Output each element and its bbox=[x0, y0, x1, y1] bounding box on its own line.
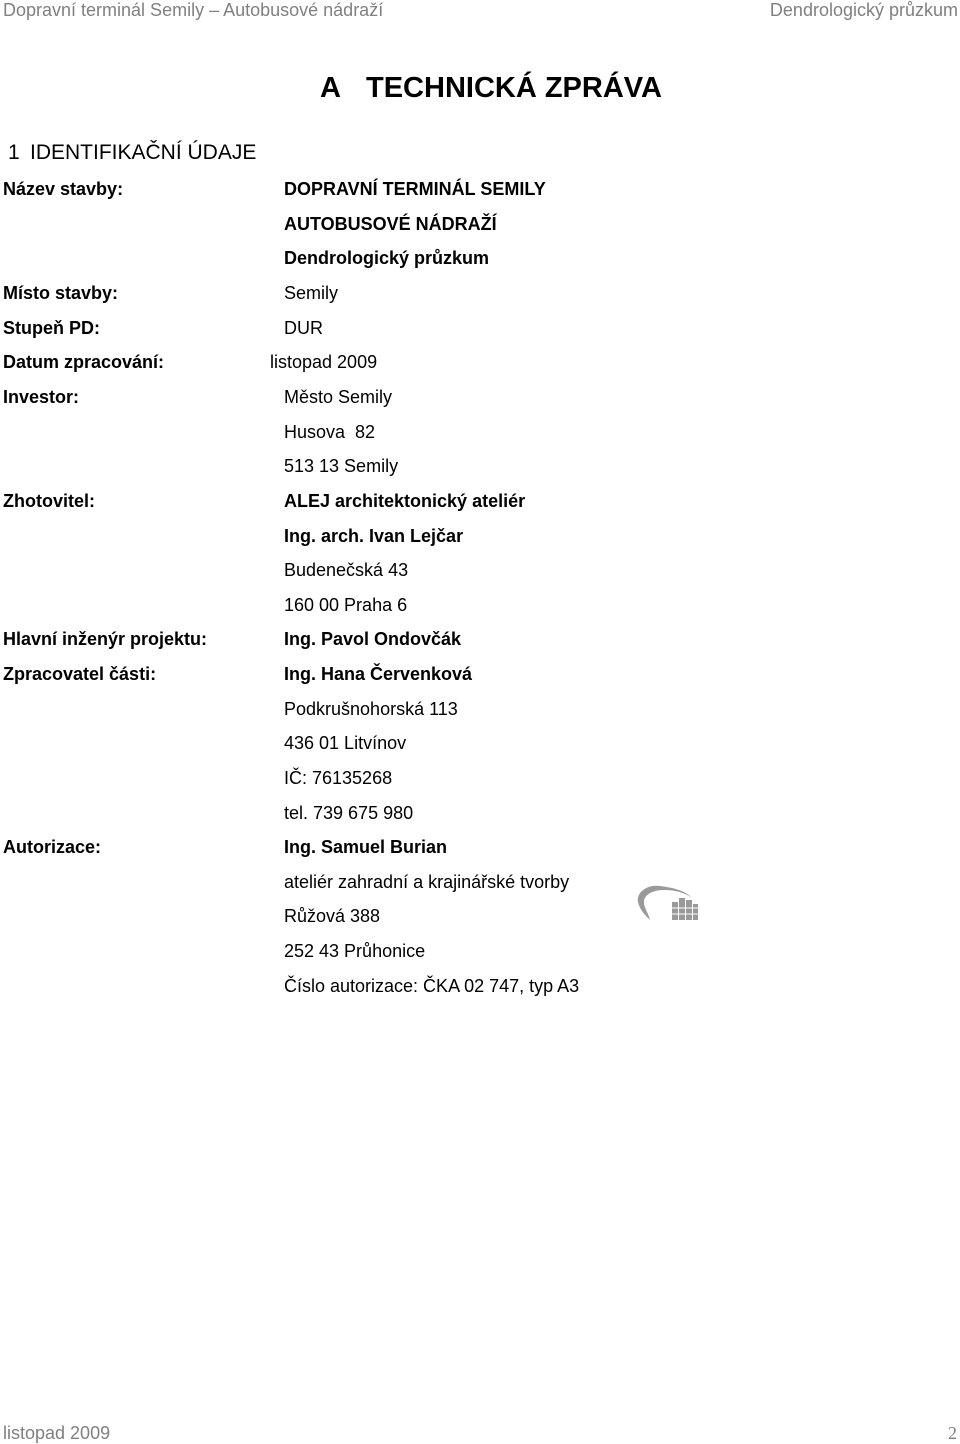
value-autorizace-1: Ing. Samuel Burian bbox=[284, 837, 448, 857]
row-stupen-pd bbox=[0, 317, 960, 343]
value-autorizace-2: ateliér zahradní a krajinářské tvorby bbox=[284, 872, 570, 892]
value-nazev-1: DOPRAVNÍ TERMINÁL SEMILY bbox=[284, 179, 546, 199]
value-zpracovatel-1: Ing. Hana Červenková bbox=[284, 664, 473, 684]
value-zpracovatel-3: 436 01 Litvínov bbox=[284, 733, 407, 753]
value-zpracovatel-4: IČ: 76135268 bbox=[284, 768, 393, 788]
document-title bbox=[320, 70, 662, 106]
authorization-logo-icon bbox=[634, 880, 700, 924]
value-investor-2: Husova 82 bbox=[284, 422, 376, 442]
footer-page-number: 2 bbox=[948, 1423, 957, 1443]
row-investor bbox=[0, 386, 960, 412]
value-zhotovitel-3: Budenečská 43 bbox=[284, 560, 409, 580]
value-autorizace-4: 252 43 Průhonice bbox=[284, 941, 426, 961]
title-text: TECHNICKÁ ZPRÁVA bbox=[366, 72, 662, 104]
title-letter: A bbox=[320, 72, 341, 104]
row-zpracovatel-5 bbox=[0, 802, 960, 828]
section-title: IDENTIFIKAČNÍ ÚDAJE bbox=[30, 141, 257, 164]
value-hlavni-inzenyr: Ing. Pavol Ondovčák bbox=[284, 629, 462, 649]
label-stupen-pd: Stupeň PD: bbox=[3, 318, 100, 338]
row-nazev-3 bbox=[0, 247, 960, 273]
value-datum: listopad 2009 bbox=[270, 352, 378, 372]
row-zpracovatel-4 bbox=[0, 767, 960, 793]
label-hlavni-inzenyr: Hlavní inženýr projektu: bbox=[3, 629, 208, 649]
footer-date: listopad 2009 bbox=[3, 1423, 111, 1443]
label-investor: Investor: bbox=[3, 387, 80, 407]
row-nazev-stavby bbox=[0, 178, 960, 204]
row-autorizace-4 bbox=[0, 940, 960, 966]
row-investor-2 bbox=[0, 421, 960, 447]
row-datum bbox=[0, 351, 960, 377]
value-autorizace-3: Růžová 388 bbox=[284, 906, 381, 926]
label-nazev-stavby: Název stavby: bbox=[3, 179, 124, 199]
row-zhotovitel bbox=[0, 490, 960, 516]
header-project-name: Dopravní terminál Semily – Autobusové nádraží bbox=[3, 0, 384, 20]
value-zpracovatel-2: Podkrušnohorská 113 bbox=[284, 699, 458, 719]
row-zhotovitel-3 bbox=[0, 559, 960, 585]
value-zhotovitel-1: ALEJ architektonický ateliér bbox=[284, 491, 526, 511]
header-document-name: Dendrologický průzkum bbox=[769, 0, 958, 20]
row-zpracovatel bbox=[0, 663, 960, 689]
label-zpracovatel: Zpracovatel části: bbox=[3, 664, 157, 684]
row-zhotovitel-2 bbox=[0, 525, 960, 551]
value-stupen: DUR bbox=[284, 318, 323, 338]
value-autorizace-5: Číslo autorizace: ČKA 02 747, typ A3 bbox=[284, 976, 580, 996]
section-heading bbox=[8, 140, 256, 166]
row-investor-3 bbox=[0, 455, 960, 481]
label-datum: Datum zpracování: bbox=[3, 352, 165, 372]
row-autorizace-2 bbox=[0, 871, 960, 897]
row-autorizace-3 bbox=[0, 905, 960, 931]
row-autorizace-5 bbox=[0, 975, 960, 1001]
value-investor-3: 513 13 Semily bbox=[284, 456, 399, 476]
row-misto-stavby bbox=[0, 282, 960, 308]
value-misto: Semily bbox=[284, 283, 339, 303]
value-investor-1: Město Semily bbox=[284, 387, 393, 407]
row-zpracovatel-3 bbox=[0, 732, 960, 758]
row-zpracovatel-2 bbox=[0, 698, 960, 724]
row-nazev-2 bbox=[0, 213, 960, 239]
label-zhotovitel: Zhotovitel: bbox=[3, 491, 95, 511]
label-misto-stavby: Místo stavby: bbox=[3, 283, 119, 303]
value-nazev-2: AUTOBUSOVÉ NÁDRAŽÍ bbox=[284, 214, 497, 234]
section-number: 1 bbox=[8, 141, 20, 164]
value-nazev-3: Dendrologický průzkum bbox=[284, 248, 490, 268]
value-zhotovitel-2: Ing. arch. Ivan Lejčar bbox=[284, 526, 464, 546]
value-zpracovatel-5: tel. 739 675 980 bbox=[284, 803, 414, 823]
value-zhotovitel-4: 160 00 Praha 6 bbox=[284, 595, 408, 615]
page-header bbox=[0, 0, 960, 24]
label-autorizace: Autorizace: bbox=[3, 837, 102, 857]
row-zhotovitel-4 bbox=[0, 594, 960, 620]
row-hlavni-inzenyr bbox=[0, 628, 960, 654]
row-autorizace bbox=[0, 836, 960, 862]
